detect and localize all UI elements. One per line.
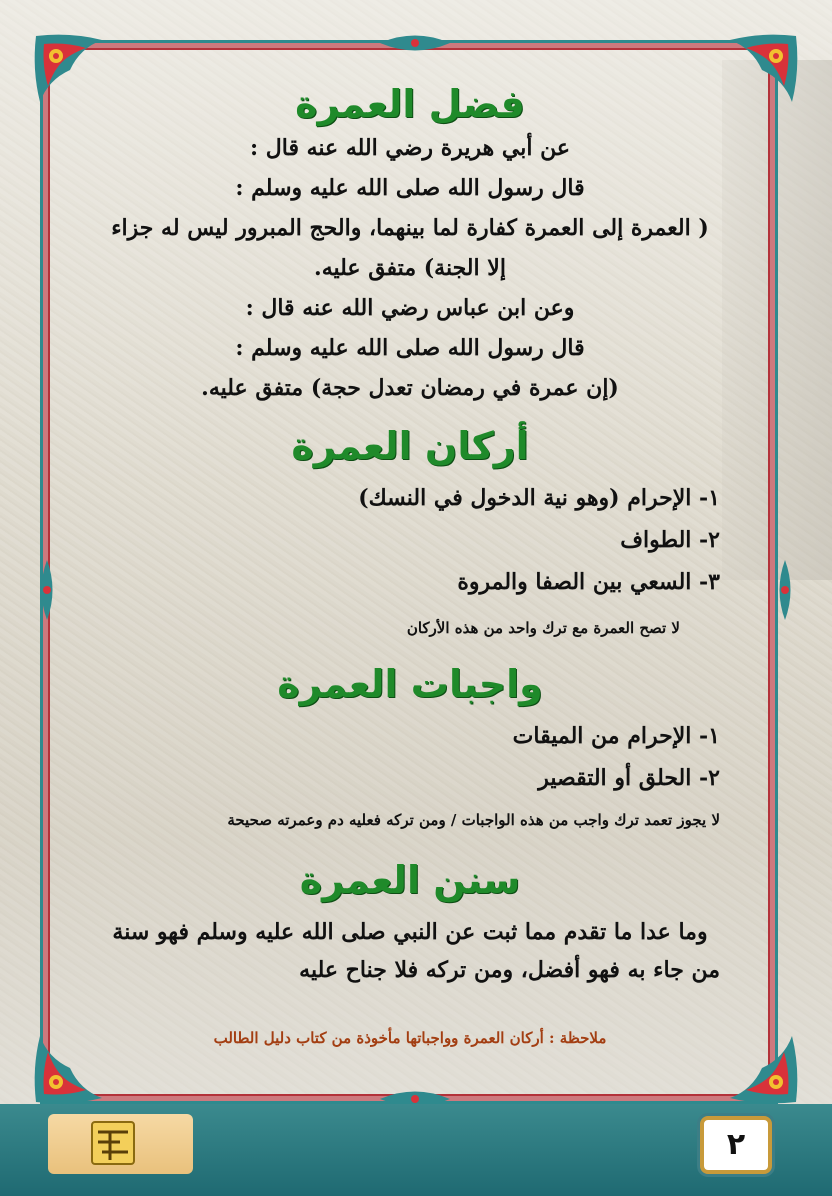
pillar-item: ١- الإحرام (وهو نية الدخول في النسك) [358,485,720,511]
pillar-item: ٢- الطواف [620,527,720,553]
sunan-line: وما عدا ما تقدم مما ثبت عن النبي صلى الله عليه وسلم فهو سنة [112,919,708,945]
corner-ornament-icon [724,1030,802,1108]
virtue-line: إلا الجنة) متفق عليه. [314,255,506,281]
pillars-title: أركان العمرة [291,424,529,468]
virtue-title: فضل العمرة [295,82,525,126]
pillars-note: لا تصح العمرة مع ترك واحد من هذه الأركان [406,619,680,637]
corner-ornament-icon [724,30,802,108]
virtue-line: وعن ابن عباس رضي الله عنه قال : [245,295,575,321]
publisher-logo-icon [90,1120,136,1166]
obligations-title: واجبات العمرة [277,662,543,706]
virtue-line: عن أبي هريرة رضي الله عنه قال : [249,135,570,161]
obligation-item: ١- الإحرام من الميقات [512,723,720,749]
virtue-line: قال رسول الله صلى الله عليه وسلم : [235,175,585,201]
page-number: ٢ [700,1116,772,1174]
page-content [100,78,720,1068]
virtue-line: قال رسول الله صلى الله عليه وسلم : [235,335,585,361]
obligations-note: لا يجوز تعمد ترك واجب من هذه الواجبات / ومن تركه فعليه دم وعمرته صحيحة [227,811,720,829]
corner-ornament-icon [30,1030,108,1108]
sunan-line: من جاء به فهو أفضل، ومن تركه فلا جناح عليه [299,957,720,983]
footnote: ملاحظة : أركان العمرة وواجباتها مأخوذة من كتاب دليل الطالب [213,1029,607,1047]
pillar-item: ٣- السعي بين الصفا والمروة [457,569,720,595]
virtue-line: (إن عمرة في رمضان تعدل حجة) متفق عليه. [201,375,619,401]
side-ornament-icon [774,560,796,620]
sunan-title: سنن العمرة [299,858,521,902]
virtue-line: ( العمرة إلى العمرة كفارة لما بينهما، والحج المبرور ليس له جزاء [111,215,709,241]
corner-ornament-icon [30,30,108,108]
side-ornament-icon [36,560,58,620]
top-ornament-icon [380,34,450,52]
obligation-item: ٢- الحلق أو التقصير [538,765,720,791]
